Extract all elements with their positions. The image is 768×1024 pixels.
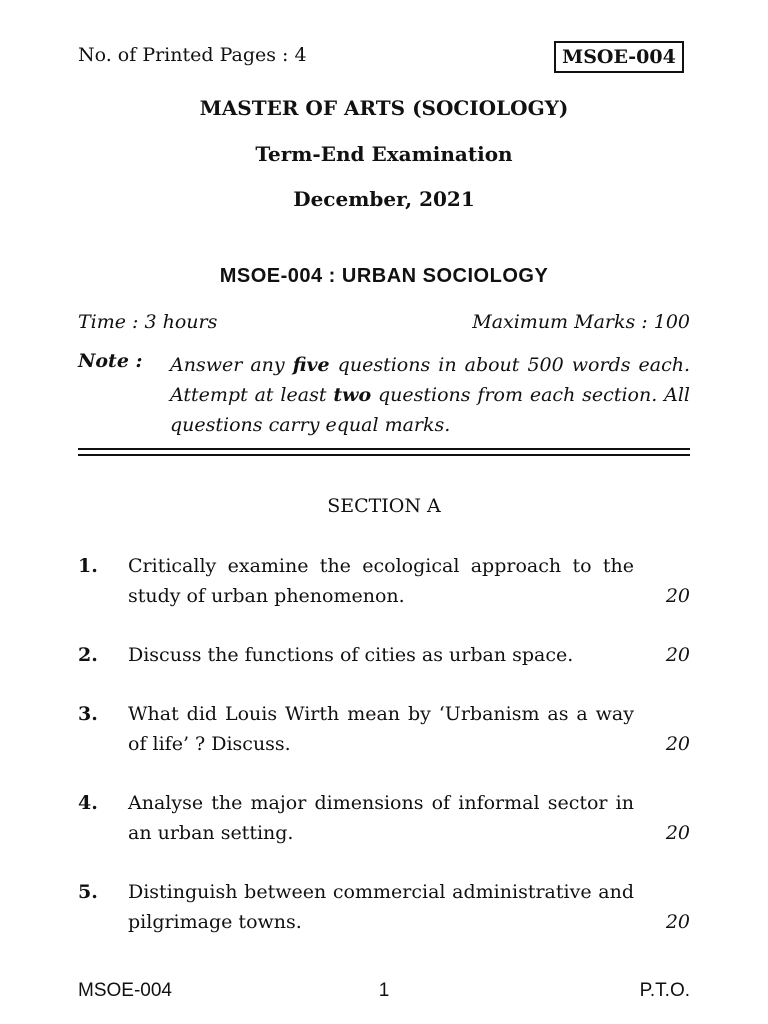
note-emphasis-two: two	[333, 384, 372, 406]
footer-pto: P.T.O.	[639, 980, 690, 1001]
question-marks: 20	[665, 911, 690, 933]
note-text	[170, 350, 690, 440]
maximum-marks: Maximum Marks : 100	[472, 311, 690, 333]
course-title: MSOE-004 : URBAN SOCIOLOGY	[219, 265, 549, 287]
time-marks-line	[78, 311, 690, 333]
question-number: 4.	[78, 792, 98, 814]
divider-top	[78, 448, 690, 450]
note-text-part: Answer any	[170, 354, 293, 376]
exam-date: December, 2021	[293, 187, 475, 211]
time-allowed: Time : 3 hours	[78, 311, 218, 333]
printed-pages: No. of Printed Pages : 4	[78, 44, 307, 66]
question-text: Analyse the major dimensions of informal sector in an urban setting.	[128, 792, 634, 844]
degree-title: MASTER OF ARTS (SOCIOLOGY)	[199, 96, 569, 120]
question-number: 5.	[78, 881, 98, 903]
question-number: 1.	[78, 555, 98, 577]
question-text: Discuss the functions of cities as urban space.	[128, 644, 574, 666]
question-text: Distinguish between commercial administrative and pilgrimage towns.	[128, 881, 634, 933]
section-heading: SECTION A	[327, 495, 441, 517]
exam-title: Term-End Examination	[255, 142, 513, 166]
paper-code-box: MSOE-004	[554, 41, 684, 73]
footer-code: MSOE-004	[78, 980, 172, 1001]
question-marks: 20	[665, 585, 690, 607]
question-number: 2.	[78, 644, 98, 666]
question-text: What did Louis Wirth mean by ‘Urbanism as a way of life’ ? Discuss.	[128, 703, 634, 755]
question-marks: 20	[665, 822, 690, 844]
question-marks: 20	[665, 733, 690, 755]
note-emphasis-five: five	[292, 354, 330, 376]
footer-page-number: 1	[378, 980, 390, 1001]
question-text: Critically examine the ecological approach to the study of urban phenomenon.	[128, 555, 634, 607]
question-number: 3.	[78, 703, 98, 725]
note-label: Note :	[78, 350, 143, 372]
question-marks: 20	[665, 644, 690, 666]
note-text-part: questions from each section. All questions carry equal marks.	[170, 384, 690, 436]
note-text-part: questions in about 500 words each. Attempt at least	[170, 354, 690, 406]
divider-bottom	[78, 454, 690, 456]
